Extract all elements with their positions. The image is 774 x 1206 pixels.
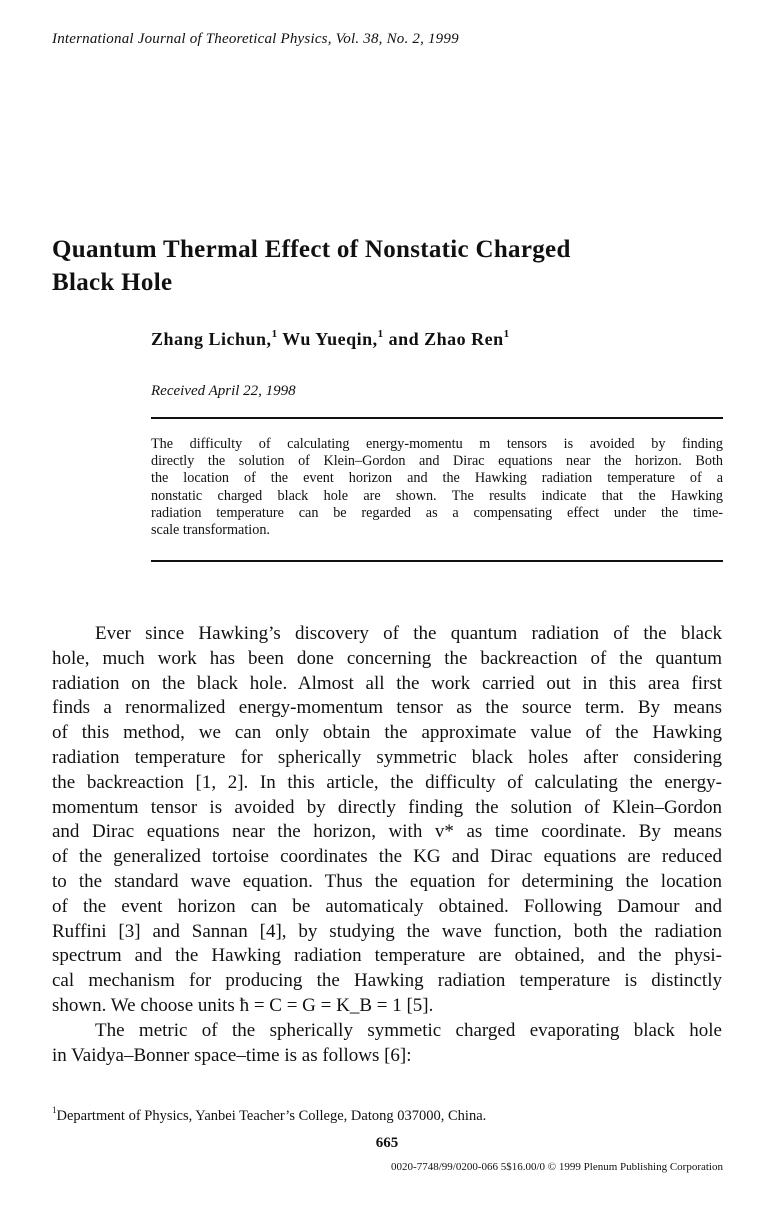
abstract-line: nonstatic charged black hole are shown. The results indicate that the Hawking	[151, 487, 723, 504]
body-line: of this method, we can only obtain the approximate value of the Hawking	[52, 722, 722, 744]
body-line: radiation temperature for spherically symmetric black holes after considering	[52, 746, 722, 768]
title-line: Quantum Thermal Effect of Nonstatic Charged	[52, 236, 571, 263]
abstract-line: scale transformation.	[151, 522, 270, 539]
copyright-line: 0020-7748/99/0200-066 5$16.00/0 © 1999 Plenum Publishing Corporation	[391, 1161, 723, 1173]
footnote-marker: 1	[52, 1105, 57, 1115]
received-date: Received April 22, 1998	[151, 383, 296, 399]
abstract-top-rule	[151, 417, 723, 419]
body-line: finds a renormalized energy-momentum tensor as the source term. By means	[52, 697, 722, 719]
body-line: momentum tensor is avoided by directly finding the solution of Klein–Gordon	[52, 796, 722, 818]
author-name: Zhang Lichun,	[151, 329, 272, 349]
abstract-line: radiation temperature can be regarded as a compensating effect under the time-	[151, 504, 723, 521]
author-name: Wu Yueqin,	[277, 329, 378, 349]
body-line: spectrum and the Hawking radiation temperature are obtained, and the physi-	[52, 945, 722, 967]
body-line: and Dirac equations near the horizon, with v* as time coordinate. By means	[52, 821, 722, 843]
journal-header: International Journal of Theoretical Physics, Vol. 38, No. 2, 1999	[52, 31, 459, 47]
body-line: Ever since Hawking’s discovery of the quantum radiation of the black	[95, 623, 722, 644]
footnote	[52, 1106, 486, 1125]
abstract-line: the location of the event horizon and the Hawking radiation temperature of a	[151, 470, 723, 487]
abstract-bottom-rule	[151, 560, 723, 562]
body-line: Ruffini [3] and Sannan [4], by studying the wave function, both the radiation	[52, 920, 722, 942]
affiliation-marker: 1	[377, 328, 384, 340]
body-line: the backreaction [1, 2]. In this article, the difficulty of calculating the energy-	[52, 771, 722, 793]
affiliation-marker: 1	[271, 328, 278, 340]
body-line: of the event horizon can be automaticaly obtained. Following Damour and	[52, 895, 722, 917]
footnote-text: Department of Physics, Yanbei Teacher’s College, Datong 037000, China.	[56, 1107, 487, 1124]
body-line: hole, much work has been done concerning the backreaction of the quantum	[52, 647, 722, 669]
page-number: 665	[375, 1135, 399, 1151]
body-line: in Vaidya–Bonner space–time is as follows [6]:	[52, 1044, 412, 1066]
abstract-line: directly the solution of Klein–Gordon and Dirac equations near the horizon. Both	[151, 453, 723, 470]
affiliation-marker: 1	[503, 328, 510, 340]
abstract-line: The difficulty of calculating energy-momentu m tensors is avoided by finding	[151, 436, 723, 452]
paper-title	[52, 233, 732, 299]
body-line: shown. We choose units ħ = C = G = K_B = 1 [5].	[52, 994, 434, 1016]
title-line: Black Hole	[52, 269, 173, 296]
body-line: radiation on the black hole. Almost all the work carried out in this area first	[52, 672, 722, 694]
body-line: to the standard wave equation. Thus the equation for determining the location	[52, 870, 722, 892]
body-text	[52, 622, 722, 1068]
body-line: of the generalized tortoise coordinates the KG and Dirac equations are reduced	[52, 846, 722, 868]
abstract	[151, 436, 723, 539]
body-line: The metric of the spherically symmetic charged evaporating black hole	[95, 1019, 722, 1041]
author-list	[151, 329, 510, 350]
author-name: and Zhao Ren	[383, 329, 504, 349]
body-line: cal mechanism for producing the Hawking radiation temperature is distinctly	[52, 970, 722, 992]
